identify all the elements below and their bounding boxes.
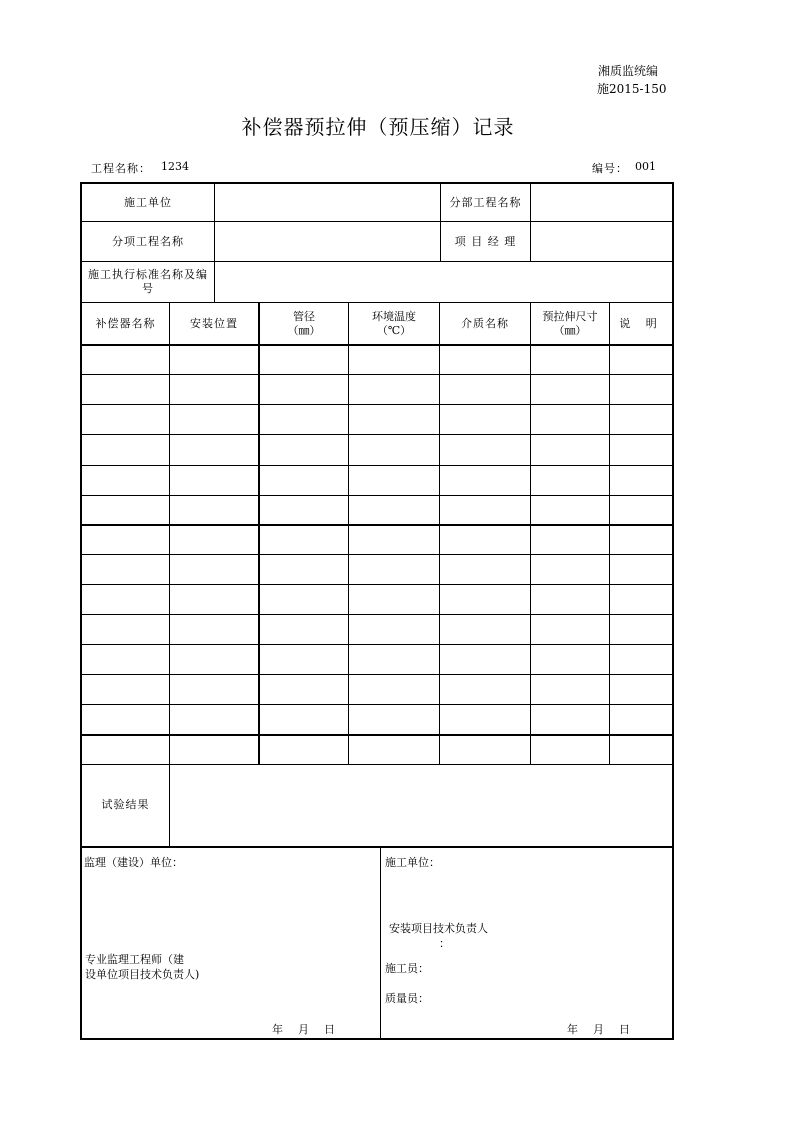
table-cell[interactable] <box>82 496 169 524</box>
table-cell[interactable] <box>170 435 259 465</box>
table-cell[interactable] <box>82 735 169 764</box>
table-cell[interactable] <box>531 345 609 374</box>
table-cell[interactable] <box>260 375 348 404</box>
record-number-value[interactable]: 001 <box>635 160 656 173</box>
table-cell[interactable] <box>610 615 671 644</box>
table-cell[interactable] <box>170 555 259 584</box>
table-cell[interactable] <box>610 555 671 584</box>
col-header-unit: （㎜） <box>553 323 587 337</box>
table-cell[interactable] <box>531 525 609 554</box>
record-form <box>80 182 674 1040</box>
table-cell[interactable] <box>349 555 439 584</box>
tech-lead-label-line1: 安装项目技术负责人 <box>389 922 488 935</box>
table-cell[interactable] <box>440 375 530 404</box>
table-cell[interactable] <box>440 645 530 674</box>
table-cell[interactable] <box>440 345 530 374</box>
table-cell[interactable] <box>170 675 259 704</box>
col-header-unit: （℃） <box>376 323 412 337</box>
supervision-engineer-label-line1: 专业监理工程师（建 <box>85 953 184 966</box>
table-cell[interactable] <box>531 375 609 404</box>
table-cell[interactable] <box>82 466 169 495</box>
table-cell[interactable] <box>260 405 348 434</box>
supervision-unit-label: 监理（建设）单位： <box>84 856 183 869</box>
supervision-date[interactable]: 年 月 日 <box>272 1023 337 1036</box>
table-cell[interactable] <box>170 405 259 434</box>
table-cell[interactable] <box>349 735 439 764</box>
table-cell[interactable] <box>531 405 609 434</box>
table-cell[interactable] <box>349 405 439 434</box>
table-cell[interactable] <box>531 435 609 465</box>
col-header-ambient-temp <box>349 303 439 344</box>
standard-field[interactable] <box>215 262 672 302</box>
col-header-label: 安装位置 <box>190 316 238 330</box>
table-cell[interactable] <box>349 615 439 644</box>
col-header-label: 预拉伸尺寸 <box>542 309 598 323</box>
table-cell[interactable] <box>170 525 259 554</box>
table-cell[interactable] <box>610 405 671 434</box>
table-cell[interactable] <box>610 675 671 704</box>
table-cell[interactable] <box>349 435 439 465</box>
table-cell[interactable] <box>349 496 439 524</box>
table-cell[interactable] <box>440 735 530 764</box>
table-cell[interactable] <box>531 496 609 524</box>
worker-label: 施工员： <box>385 962 429 975</box>
project-name-value[interactable]: 1234 <box>161 160 189 173</box>
item-project-field[interactable] <box>215 222 440 261</box>
table-cell[interactable] <box>82 615 169 644</box>
test-result-field[interactable] <box>170 764 672 846</box>
col-header-label: 管径 <box>293 309 315 323</box>
item-project-label: 分项工程名称 <box>112 234 184 248</box>
table-cell[interactable] <box>440 585 530 614</box>
test-result-label: 试验结果 <box>101 798 150 811</box>
record-number-label: 编号： <box>592 162 628 175</box>
table-cell[interactable] <box>170 466 259 495</box>
standard-label: 施工执行标准名称及编号 <box>88 268 208 295</box>
table-cell[interactable] <box>610 435 671 465</box>
table-cell[interactable] <box>349 585 439 614</box>
table-cell[interactable] <box>260 525 348 554</box>
table-cell[interactable] <box>349 525 439 554</box>
table-cell[interactable] <box>440 675 530 704</box>
table-cell[interactable] <box>349 345 439 374</box>
table-cell[interactable] <box>170 735 259 764</box>
table-cell[interactable] <box>82 525 169 554</box>
table-cell[interactable] <box>260 735 348 764</box>
sub-project-field[interactable] <box>531 184 672 221</box>
table-cell[interactable] <box>349 705 439 734</box>
table-cell[interactable] <box>82 645 169 674</box>
construction-unit-field[interactable] <box>215 184 440 221</box>
table-cell[interactable] <box>531 555 609 584</box>
table-cell[interactable] <box>440 405 530 434</box>
col-header-remarks <box>610 303 672 344</box>
table-cell[interactable] <box>440 466 530 495</box>
table-cell[interactable] <box>82 705 169 734</box>
col-header-label: 环境温度 <box>372 309 416 323</box>
table-cell[interactable] <box>170 705 259 734</box>
table-cell[interactable] <box>349 645 439 674</box>
table-cell[interactable] <box>170 375 259 404</box>
table-cell[interactable] <box>82 405 169 434</box>
table-cell[interactable] <box>531 466 609 495</box>
col-header-label: 介质名称 <box>461 316 509 330</box>
table-cell[interactable] <box>260 345 348 374</box>
table-cell[interactable] <box>260 615 348 644</box>
table-cell[interactable] <box>349 466 439 495</box>
table-cell[interactable] <box>440 555 530 584</box>
construction-unit-sign-label: 施工单位： <box>385 856 440 869</box>
table-cell[interactable] <box>610 645 671 674</box>
form-code-line1: 湘质监统编 <box>598 64 659 78</box>
construction-unit-label: 施工单位 <box>124 195 172 209</box>
table-cell[interactable] <box>82 675 169 704</box>
table-cell[interactable] <box>440 525 530 554</box>
table-cell[interactable] <box>82 585 169 614</box>
table-cell[interactable] <box>260 675 348 704</box>
table-cell[interactable] <box>170 496 259 524</box>
table-cell[interactable] <box>260 585 348 614</box>
col-header-unit: （㎜） <box>287 323 321 337</box>
table-cell[interactable] <box>260 496 348 524</box>
table-cell[interactable] <box>260 705 348 734</box>
table-cell[interactable] <box>349 375 439 404</box>
table-cell[interactable] <box>531 645 609 674</box>
construction-date[interactable]: 年 月 日 <box>567 1023 632 1036</box>
project-name-label: 工程名称： <box>91 162 151 175</box>
form-code-line2: 施2015-150 <box>597 82 667 96</box>
table-cell[interactable] <box>610 466 671 495</box>
table-cell[interactable] <box>82 555 169 584</box>
col-header-compensator-name <box>82 303 169 344</box>
table-cell[interactable] <box>531 585 609 614</box>
col-header-prestretch-size <box>531 303 609 344</box>
table-cell[interactable] <box>440 705 530 734</box>
page-title: 补偿器预拉伸（预压缩）记录 <box>241 115 515 139</box>
col-header-medium-name <box>440 303 530 344</box>
table-cell[interactable] <box>260 645 348 674</box>
table-cell[interactable] <box>610 735 671 764</box>
table-cell[interactable] <box>440 615 530 644</box>
quality-inspector-label: 质量员： <box>385 992 429 1005</box>
table-cell[interactable] <box>170 645 259 674</box>
sub-project-label: 分部工程名称 <box>449 195 522 209</box>
table-cell[interactable] <box>170 345 259 374</box>
table-cell[interactable] <box>82 345 169 374</box>
tech-lead-label-line2: ： <box>439 937 450 950</box>
col-header-label: 说 明 <box>619 316 663 330</box>
table-cell[interactable] <box>610 375 671 404</box>
table-cell[interactable] <box>610 705 671 734</box>
col-header-install-position <box>170 303 258 344</box>
table-cell[interactable] <box>610 345 671 374</box>
table-cell[interactable] <box>531 705 609 734</box>
table-cell[interactable] <box>349 675 439 704</box>
table-cell[interactable] <box>260 466 348 495</box>
project-manager-label: 项 目 经 理 <box>454 234 517 248</box>
table-cell[interactable] <box>610 525 671 554</box>
supervision-engineer-label-line2: 设单位项目技术负责人) <box>85 968 200 981</box>
table-cell[interactable] <box>82 435 169 465</box>
table-cell[interactable] <box>260 435 348 465</box>
table-cell[interactable] <box>531 735 609 764</box>
table-cell[interactable] <box>260 555 348 584</box>
table-cell[interactable] <box>440 496 530 524</box>
table-cell[interactable] <box>531 615 609 644</box>
project-manager-field[interactable] <box>531 222 672 261</box>
table-cell[interactable] <box>531 675 609 704</box>
table-cell[interactable] <box>170 615 259 644</box>
table-cell[interactable] <box>440 435 530 465</box>
table-cell[interactable] <box>610 585 671 614</box>
table-cell[interactable] <box>610 496 671 524</box>
table-cell[interactable] <box>82 375 169 404</box>
col-header-pipe-diameter <box>260 303 348 344</box>
table-cell[interactable] <box>170 585 259 614</box>
col-header-label: 补偿器名称 <box>95 316 156 330</box>
